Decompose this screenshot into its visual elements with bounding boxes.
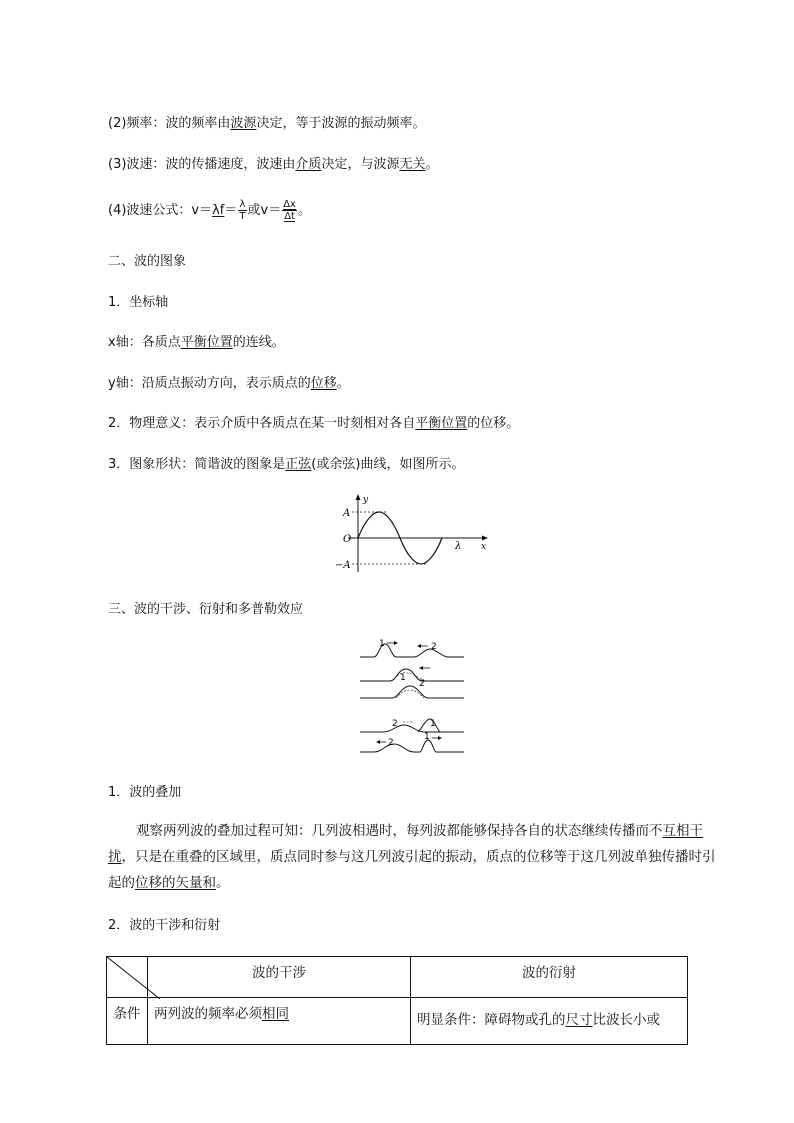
fraction-denominator: Δt <box>284 211 295 222</box>
table-header-row <box>107 957 688 998</box>
paragraph-answer-vector-sum: 位移的矢量和 <box>135 875 216 891</box>
speed-text-end: 。 <box>425 157 439 172</box>
paragraph-answer-no-interference: 互相干扰 <box>108 823 703 865</box>
pulse-row-3 <box>360 686 464 698</box>
pulse-label-1: 1 <box>430 719 436 729</box>
paragraph-text-2: ，只是在重叠的区域里，质点同时参与这几列波引起的振动，质点的位移等于这几列波单独传播时引起的 <box>108 849 716 891</box>
fraction-denominator: T <box>239 211 246 222</box>
formula-end: 。 <box>297 203 311 218</box>
cell-text: 明显条件：障碍物或孔的 <box>417 1012 566 1028</box>
interference-diffraction-heading: 2．波的干涉和衍射 <box>108 918 221 933</box>
y-axis-text: y轴：沿质点振动方向，表示质点的 <box>108 376 311 391</box>
fraction-lambda-over-T <box>238 199 246 222</box>
superposition-paragraph <box>108 818 720 896</box>
y-axis-label: y <box>363 495 369 505</box>
meaning-answer: 平衡位置 <box>415 416 468 431</box>
section-heading-interference: 三、波的干涉、衍射和多普勒效应 <box>108 602 304 617</box>
amplitude-label: A <box>343 508 351 519</box>
wave-speed-formula-line <box>108 196 311 226</box>
frequency-text-end: 决定，等于波源的振动频率。 <box>256 116 426 131</box>
cell-answer-same: 相同 <box>262 1006 289 1022</box>
superposition-heading: 1．波的叠加 <box>108 785 182 800</box>
speed-answer-unrelated: 无关 <box>399 157 426 172</box>
pulse-row-5 <box>360 732 464 752</box>
header-interference: 波的干涉 <box>148 957 411 998</box>
shape-text-end: (或余弦)曲线，如图所示。 <box>311 457 465 472</box>
x-axis-text-end: 的连线。 <box>232 335 285 350</box>
y-axis-arrow <box>356 494 361 500</box>
cell-text-end: 比波长小或 <box>592 1012 660 1028</box>
negative-amplitude-label: −A <box>335 560 351 571</box>
x-axis-arrow <box>482 536 488 541</box>
sine-wave-graph <box>330 492 495 577</box>
x-axis-line <box>108 334 285 352</box>
fraction-numerator: λ <box>239 199 246 210</box>
meaning-text: 2．物理意义：表示介质中各质点在某一时刻相对各自 <box>108 416 416 431</box>
formula-equals: ＝ <box>224 203 238 218</box>
x-axis-answer: 平衡位置 <box>180 335 233 350</box>
interference-diffraction-table <box>106 956 688 1045</box>
pulse-label-2: 2 <box>419 679 425 689</box>
graph-shape-line <box>108 456 464 474</box>
pulse-row-1 <box>360 639 464 657</box>
origin-label: O <box>343 534 352 545</box>
speed-answer-medium: 介质 <box>295 157 322 172</box>
pulse-row-4 <box>360 719 464 732</box>
pulse-label-2: 2 <box>388 738 394 748</box>
frequency-text: (2)频率：波的频率由 <box>108 116 231 131</box>
pulse-label-2: 2 <box>392 719 398 729</box>
diagonal-line <box>107 957 160 999</box>
interference-condition-cell <box>148 998 411 1045</box>
y-axis-text-end: 。 <box>336 376 350 391</box>
shape-answer: 正弦 <box>285 457 312 472</box>
formula-text: (4)波速公式：v＝ <box>108 203 213 218</box>
header-diffraction: 波的衍射 <box>411 957 688 998</box>
diagonal-header-cell <box>107 957 148 998</box>
pulse-label-1: 1 <box>379 639 385 649</box>
pulse-label-2: 2 <box>431 642 437 652</box>
table-row <box>107 998 688 1045</box>
pulse-label-1: 1 <box>424 732 430 742</box>
axis-heading: 1．坐标轴 <box>108 295 169 310</box>
shape-text: 3．图象形状：简谐波的图象是 <box>108 457 286 472</box>
formula-answer-lambda-f: λf <box>212 203 225 218</box>
paragraph-text-3: 。 <box>216 875 230 891</box>
wave-speed-line <box>108 156 438 174</box>
speed-text-mid: 决定，与波源 <box>321 157 400 172</box>
row-label-condition: 条件 <box>107 998 148 1045</box>
x-axis-text: x轴：各质点 <box>108 335 181 350</box>
cell-answer-size: 尺寸 <box>565 1012 593 1028</box>
fraction-numerator: Δx <box>283 199 296 210</box>
pulse-label-1: 1 <box>400 673 406 683</box>
frequency-answer: 波源 <box>230 116 257 131</box>
section-heading-wave-graph: 二、波的图象 <box>108 254 187 269</box>
frequency-line <box>108 115 425 133</box>
formula-or: 或v＝ <box>247 203 282 218</box>
wavelength-label: λ <box>455 541 462 552</box>
pulse-superposition-diagram <box>356 636 468 756</box>
x-axis-label: x <box>481 542 487 552</box>
speed-text: (3)波速：波的传播速度，波速由 <box>108 157 296 172</box>
paragraph-text-1: 观察两列波的叠加过程可知：几列波相遇时，每列波都能够保持各自的状态继续传播而不 <box>136 823 663 839</box>
y-axis-answer: 位移 <box>310 376 337 391</box>
fraction-dx-over-dt <box>282 199 297 222</box>
diffraction-condition-cell <box>411 998 688 1045</box>
pulse-row-2 <box>360 666 464 689</box>
physical-meaning-line <box>108 415 519 433</box>
cell-text: 两列波的频率必须 <box>154 1006 262 1022</box>
meaning-text-end: 的位移。 <box>467 416 520 431</box>
y-axis-line <box>108 375 350 393</box>
